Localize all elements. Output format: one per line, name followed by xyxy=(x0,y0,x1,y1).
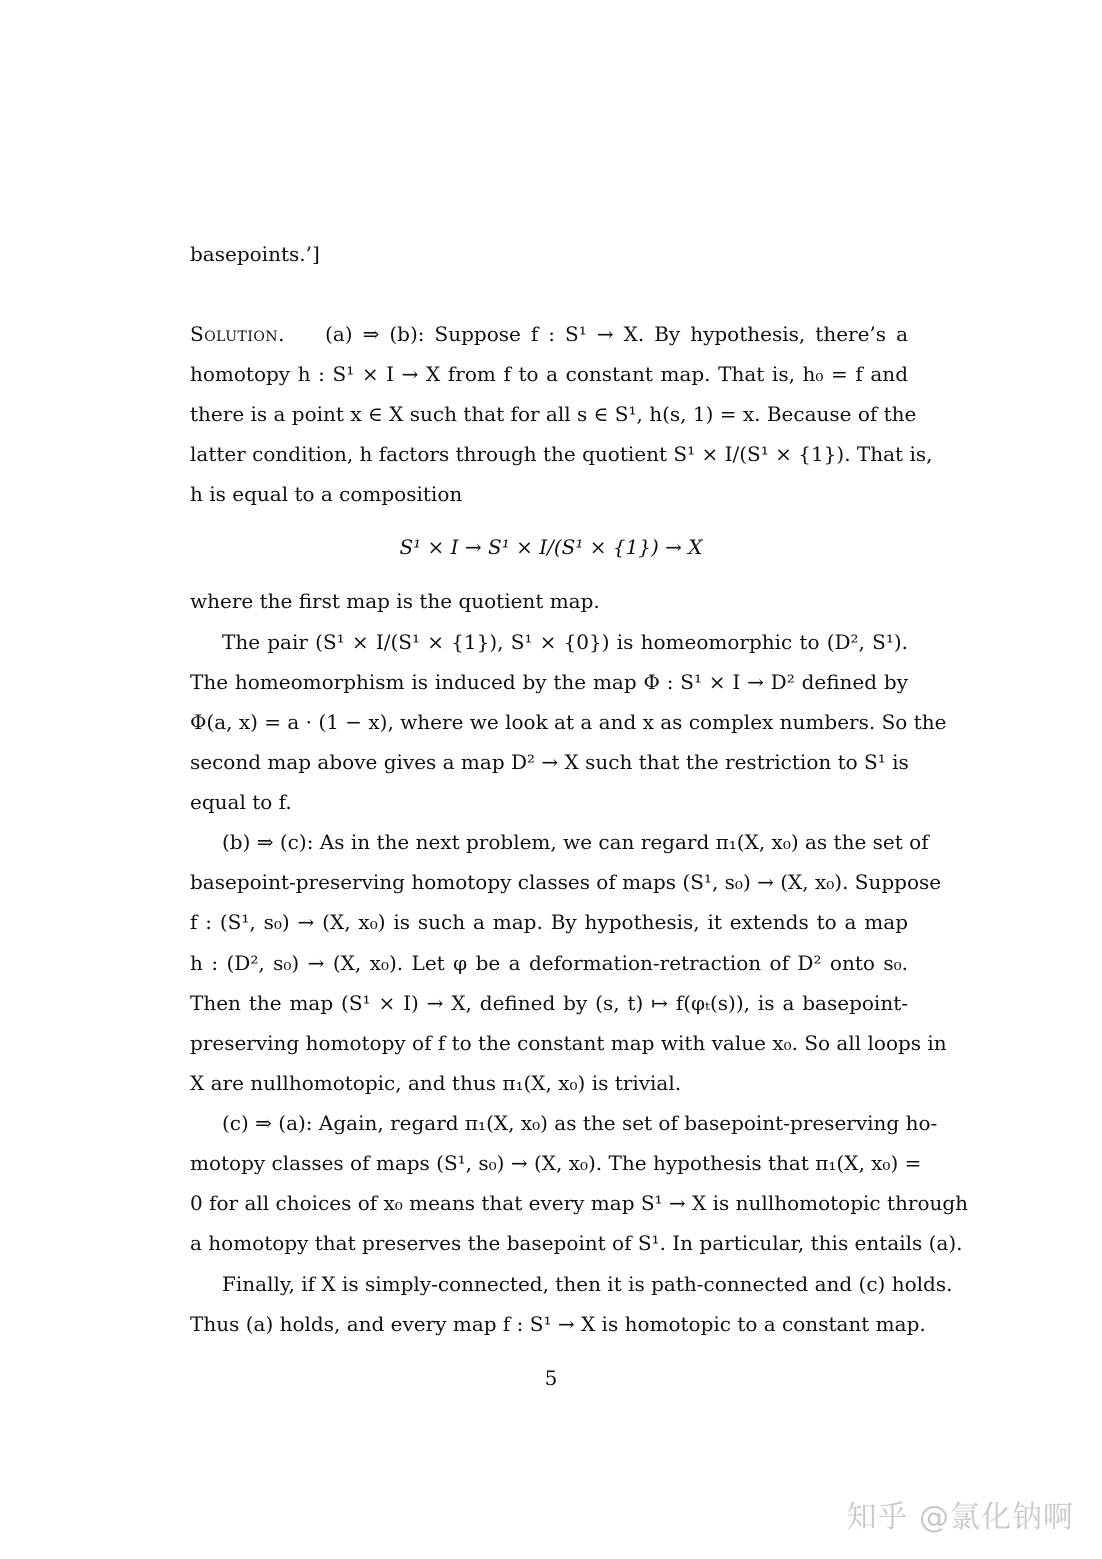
paragraph-start: (c) ⇒ (a): Again, regard π₁(X, x₀) as the set of basepoint-preserving ho- xyxy=(222,1111,938,1135)
paragraph-start: Finally, if X is simply-connected, then it is path-connected and (c) holds. xyxy=(222,1272,953,1296)
text-line: The homeomorphism is induced by the map Φ : S¹ × I → D² defined by xyxy=(190,670,908,694)
text-line: X are nullhomotopic, and thus π₁(X, x₀) is trivial. xyxy=(190,1071,682,1095)
text-line: second map above gives a map D² → X such that the restriction to S¹ is xyxy=(190,750,909,774)
watermark: 知乎 @氯化钠啊 xyxy=(846,1500,1074,1535)
text-line: homotopy h : S¹ × I → X from f to a constant map. That is, h₀ = f and xyxy=(190,362,908,386)
text-line: equal to f. xyxy=(190,790,292,814)
text-line: a homotopy that preserves the basepoint of S¹. In particular, this entails (a). xyxy=(190,1231,963,1255)
text-line: h is equal to a composition xyxy=(190,482,463,506)
text-line: latter condition, h factors through the quotient S¹ × I/(S¹ × {1}). That is, xyxy=(190,442,933,466)
solution-heading-line xyxy=(190,320,908,348)
text-line: basepoint-preserving homotopy classes of maps (S¹, s₀) → (X, x₀). Suppose xyxy=(190,870,942,894)
paragraph-start: (b) ⇒ (c): As in the next problem, we can regard π₁(X, x₀) as the set of xyxy=(222,830,929,854)
text-line: basepoints.’] xyxy=(190,242,320,266)
text-line: preserving homotopy of f to the constant map with value x₀. So all loops in xyxy=(190,1031,947,1055)
text-line: Thus (a) holds, and every map f : S¹ → X is homotopic to a constant map. xyxy=(190,1312,926,1336)
text-line: (a) ⇒ (b): Suppose f : S¹ → X. By hypothesis, there’s a xyxy=(325,322,908,346)
text-line: Φ(a, x) = a · (1 − x), where we look at a and x as complex numbers. So the xyxy=(190,710,947,734)
text-line: h : (D², s₀) → (X, x₀). Let φ be a deformation-retraction of D² onto s₀. xyxy=(190,951,908,975)
display-equation: S¹ × I → S¹ × I/(S¹ × {1}) → X xyxy=(399,535,703,559)
text-line: motopy classes of maps (S¹, s₀) → (X, x₀). The hypothesis that π₁(X, x₀) = xyxy=(190,1151,922,1175)
paragraph-start: The pair (S¹ × I/(S¹ × {1}), S¹ × {0}) is homeomorphic to (D², S¹). xyxy=(222,630,908,654)
text-line: f : (S¹, s₀) → (X, x₀) is such a map. By hypothesis, it extends to a map xyxy=(190,910,908,934)
page-number: 5 xyxy=(544,1366,558,1390)
text-line: Then the map (S¹ × I) → X, defined by (s, t) ↦ f(φₜ(s)), is a basepoint- xyxy=(190,991,908,1015)
text-line: there is a point x ∈ X such that for all s ∈ S¹, h(s, 1) = x. Because of the xyxy=(190,402,917,426)
solution-label: Solution. xyxy=(190,322,285,346)
text-line: where the first map is the quotient map. xyxy=(190,589,600,613)
text-line: 0 for all choices of x₀ means that every map S¹ → X is nullhomotopic through xyxy=(190,1191,969,1215)
